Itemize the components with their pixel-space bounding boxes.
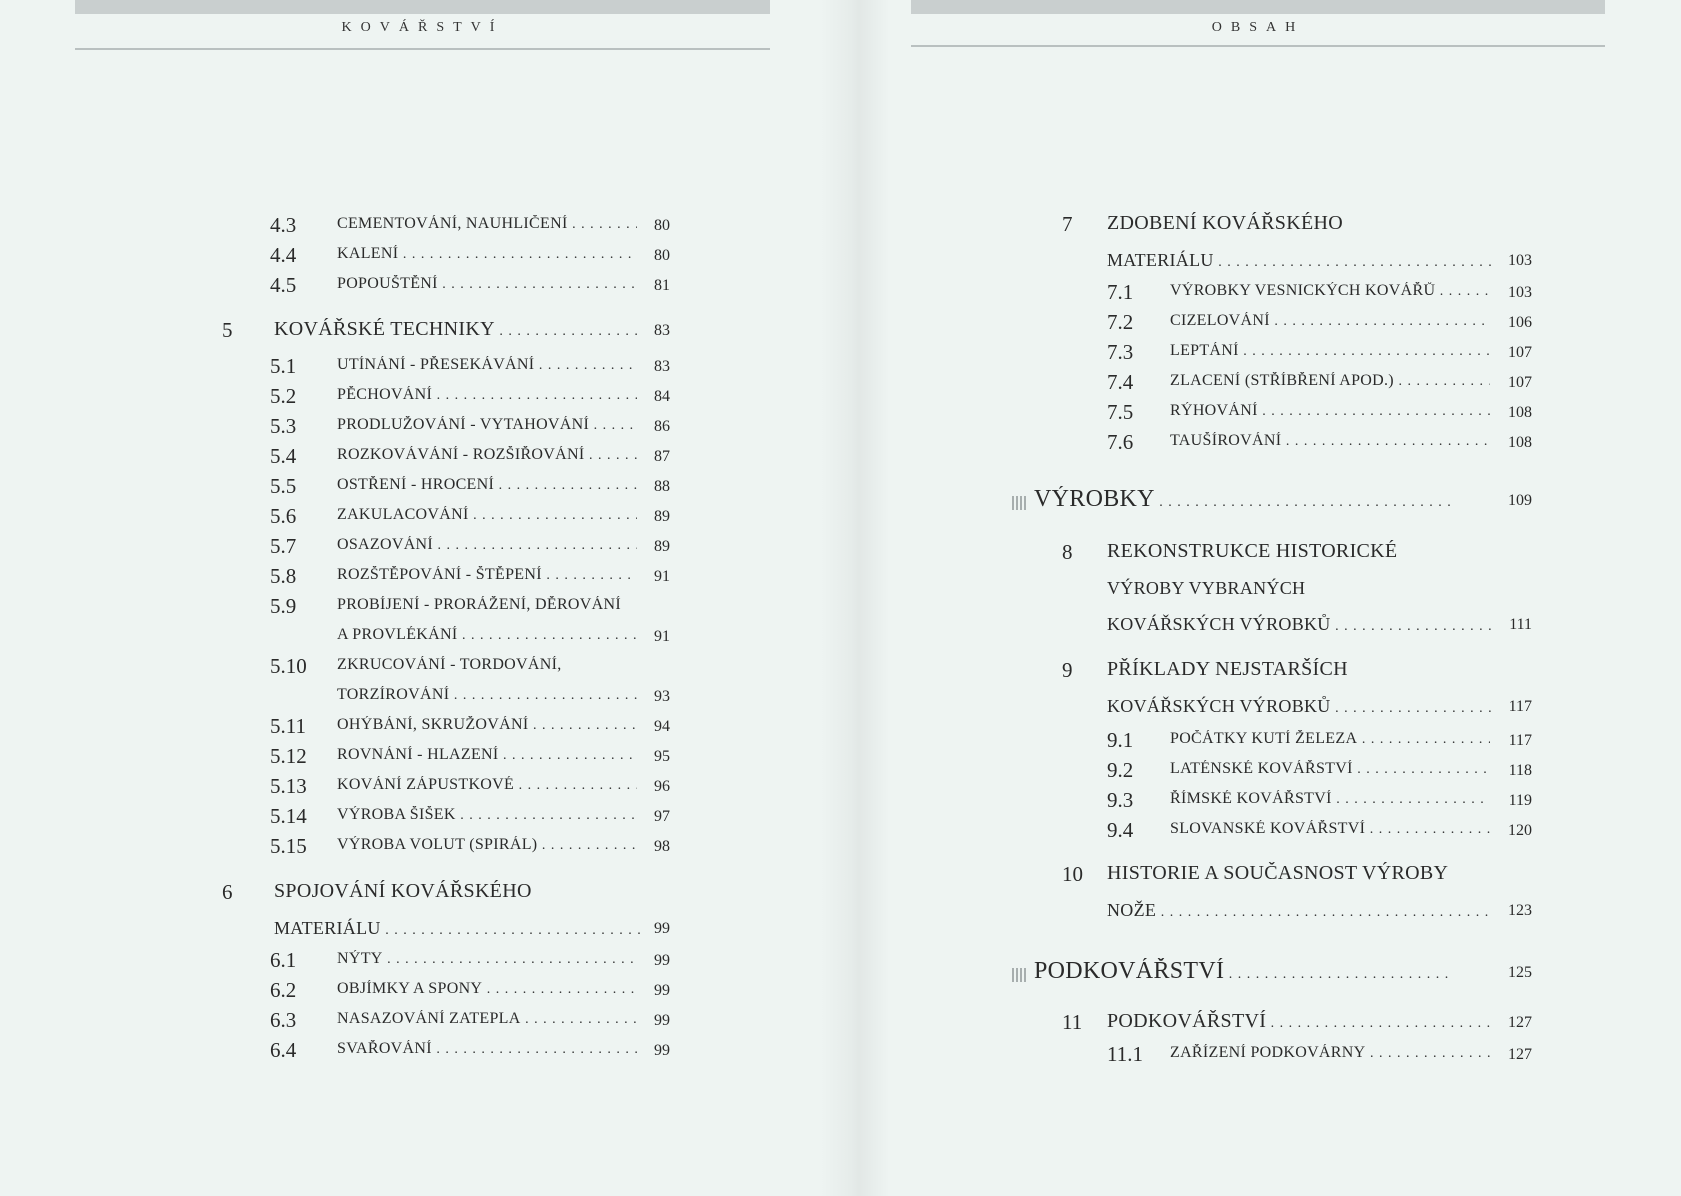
entry-title: A PROVLÉKÁNÍ . . . <box>337 626 637 644</box>
chapter-title: SPOJOVÁNÍ KOVÁŘSKÉHO <box>274 880 532 902</box>
chapter-number: 9 <box>1062 658 1073 682</box>
toc-entry[interactable] <box>1107 728 1532 758</box>
entry-title: OSAZOVÁNÍ . . . <box>337 536 637 554</box>
toc-entry[interactable] <box>270 504 670 534</box>
toc-chapter[interactable] <box>1062 212 1532 242</box>
entry-title: OHÝBÁNÍ, SKRUŽOVÁNÍ . . . <box>337 716 637 734</box>
toc-entry[interactable] <box>270 384 670 414</box>
page-number: 99 <box>650 982 670 1000</box>
page-number: 109 <box>1504 492 1532 510</box>
entry-title: OBJÍMKY A SPONY . . . <box>337 980 637 998</box>
section-number: 5.2 <box>270 384 297 408</box>
entry-title: UTÍNÁNÍ - PŘESEKÁVÁNÍ . . . <box>337 356 637 374</box>
section-number: 6.2 <box>270 978 297 1002</box>
section-number: 5.10 <box>270 654 307 678</box>
section-number: 9.2 <box>1107 758 1134 782</box>
section-number: 7.3 <box>1107 340 1134 364</box>
chapter-title: MATERIÁLU . . . <box>1107 250 1492 271</box>
section-number: 4.4 <box>270 243 297 267</box>
section-number: 9.3 <box>1107 788 1134 812</box>
section-number: 7.1 <box>1107 280 1134 304</box>
page-number: 108 <box>1504 404 1532 422</box>
page-number: 84 <box>650 388 670 406</box>
left-page <box>0 0 840 1196</box>
toc-entry[interactable] <box>1107 788 1532 818</box>
page-number: 127 <box>1504 1046 1532 1064</box>
toc-entry[interactable] <box>270 948 670 978</box>
toc-entry[interactable] <box>270 474 670 504</box>
section-number: 5.13 <box>270 774 307 798</box>
header-rule <box>911 45 1605 47</box>
entry-title: NASAZOVÁNÍ ZATEPLA . . . <box>337 1010 637 1028</box>
section-number: 4.3 <box>270 213 297 237</box>
toc-entry[interactable] <box>270 564 670 594</box>
section-number: 4.5 <box>270 273 297 297</box>
section-number: 5.12 <box>270 744 307 768</box>
chapter-number: 6 <box>222 880 233 904</box>
toc-entry[interactable] <box>1107 310 1532 340</box>
section-number: 7.2 <box>1107 310 1134 334</box>
toc-entry[interactable] <box>270 774 670 804</box>
toc-chapter[interactable] <box>222 880 670 910</box>
page-number: 89 <box>650 538 670 556</box>
chapter-title: PŘÍKLADY NEJSTARŠÍCH <box>1107 658 1348 680</box>
toc-entry[interactable] <box>270 354 670 384</box>
section-number: 6.4 <box>270 1038 297 1062</box>
entry-title: ŘÍMSKÉ KOVÁŘSTVÍ . . . <box>1170 790 1490 808</box>
section-number: 5.3 <box>270 414 297 438</box>
section-number: 5.1 <box>270 354 297 378</box>
section-number: 5.7 <box>270 534 297 558</box>
page-number: 120 <box>1504 822 1532 840</box>
page-number: 103 <box>1504 284 1532 302</box>
toc-chapter[interactable] <box>222 318 670 348</box>
page-number: 83 <box>650 322 670 340</box>
entry-title: PROBÍJENÍ - PRORÁŽENÍ, DĚROVÁNÍ <box>337 596 621 613</box>
section-number: 6.3 <box>270 1008 297 1032</box>
chapter-title: NOŽE . . . <box>1107 900 1492 921</box>
toc-entry[interactable] <box>1107 340 1532 370</box>
chapter-number: 7 <box>1062 212 1073 236</box>
section-number: 11.1 <box>1107 1042 1143 1066</box>
entry-title: PRODLUŽOVÁNÍ - VYTAHOVÁNÍ . . . <box>337 416 637 434</box>
page-number: 98 <box>650 838 670 856</box>
entry-title: VÝROBA VOLUT (SPIRÁL) . . . <box>337 836 637 854</box>
entry-title: SLOVANSKÉ KOVÁŘSTVÍ . . . <box>1170 820 1490 838</box>
page-number: 95 <box>650 748 670 766</box>
entry-title: RÝHOVÁNÍ . . . <box>1170 402 1490 420</box>
chapter-title: VÝROBY VYBRANÝCH <box>1107 578 1306 598</box>
toc-part[interactable] <box>1012 488 1532 518</box>
section-number: 5.14 <box>270 804 307 828</box>
toc-entry[interactable] <box>270 1008 670 1038</box>
toc-chapter-continued[interactable] <box>222 916 670 946</box>
toc-chapter-continued[interactable] <box>1062 576 1532 606</box>
entry-title: LEPTÁNÍ . . . <box>1170 342 1490 360</box>
page-number: 91 <box>650 628 670 646</box>
toc-entry[interactable] <box>1107 280 1532 310</box>
page-number: 107 <box>1504 374 1532 392</box>
page-number: 117 <box>1505 732 1532 750</box>
entry-title: ZLACENÍ (STŘÍBŘENÍ APOD.) . . . <box>1170 372 1490 390</box>
page-number: 97 <box>650 808 670 826</box>
page-number: 99 <box>650 1012 670 1030</box>
entry-title: ROZŠTĚPOVÁNÍ - ŠTĚPENÍ . . . <box>337 566 637 584</box>
page-number: 87 <box>650 448 670 466</box>
section-number: 7.4 <box>1107 370 1134 394</box>
section-number: 5.4 <box>270 444 297 468</box>
toc-entry[interactable] <box>1107 1042 1532 1072</box>
entry-title: ZAKULACOVÁNÍ . . . <box>337 506 637 524</box>
toc-entry-continued[interactable] <box>270 624 670 654</box>
toc-chapter-continued[interactable] <box>1062 694 1532 724</box>
section-number: 5.6 <box>270 504 297 528</box>
page-number: 107 <box>1504 344 1532 362</box>
chapter-number: 8 <box>1062 540 1073 564</box>
toc-entry[interactable] <box>1107 758 1532 788</box>
entry-title: CIZELOVÁNÍ . . . <box>1170 312 1490 330</box>
toc-chapter[interactable] <box>1062 658 1532 688</box>
toc-entry[interactable] <box>270 804 670 834</box>
entry-title: POPOUŠTĚNÍ . . . <box>337 275 637 293</box>
right-page <box>840 0 1681 1196</box>
entry-title: ROVNÁNÍ - HLAZENÍ . . . <box>337 746 637 764</box>
toc-entry[interactable] <box>270 594 670 624</box>
page-number: 99 <box>650 952 670 970</box>
entry-title: VÝROBA ŠIŠEK . . . <box>337 806 637 824</box>
toc-entry[interactable] <box>270 834 670 864</box>
page-number: 125 <box>1504 964 1532 982</box>
page-number: 88 <box>650 478 670 496</box>
entry-title: TORZÍROVÁNÍ . . . <box>337 686 637 704</box>
toc-entry[interactable] <box>270 1038 670 1068</box>
section-number: 5.8 <box>270 564 297 588</box>
entry-title: LATÉNSKÉ KOVÁŘSTVÍ . . . <box>1170 760 1490 778</box>
page-number: 80 <box>650 217 670 235</box>
section-number: 9.1 <box>1107 728 1134 752</box>
entry-title: PĚCHOVÁNÍ . . . <box>337 386 637 404</box>
chapter-title: KOVÁŘSKÉ TECHNIKY . . . <box>274 318 644 341</box>
chapter-title: PODKOVÁŘSTVÍ . . . <box>1107 1010 1492 1033</box>
chapter-title: ZDOBENÍ KOVÁŘSKÉHO <box>1107 212 1343 234</box>
toc-entry[interactable] <box>270 273 670 303</box>
entry-title: ZKRUCOVÁNÍ - TORDOVÁNÍ, <box>337 656 562 673</box>
toc-entry[interactable] <box>270 243 670 273</box>
toc-entry[interactable] <box>270 978 670 1008</box>
page-number: 83 <box>650 358 670 376</box>
toc-chapter-continued[interactable] <box>1062 612 1532 642</box>
page-number: 108 <box>1504 434 1532 452</box>
page-number: 127 <box>1504 1014 1532 1032</box>
toc-entry[interactable] <box>1107 370 1532 400</box>
page-number: 118 <box>1505 762 1532 780</box>
entry-title: KALENÍ . . . <box>337 245 637 263</box>
running-header: KOVÁŘSTVÍ <box>341 20 504 35</box>
page-number: 99 <box>650 1042 670 1060</box>
header-rule <box>75 48 770 50</box>
toc-entry[interactable] <box>1107 400 1532 430</box>
page-number: 91 <box>650 568 670 586</box>
entry-title: ZAŘÍZENÍ PODKOVÁRNY . . . <box>1170 1044 1490 1062</box>
section-number: 5.11 <box>270 714 306 738</box>
chapter-title: HISTORIE A SOUČASNOST VÝROBY <box>1107 862 1449 884</box>
chapter-title: REKONSTRUKCE HISTORICKÉ <box>1107 540 1398 562</box>
part-title: PODKOVÁŘSTVÍ . . . <box>1034 958 1454 985</box>
section-number: 7.6 <box>1107 430 1134 454</box>
entry-title: OSTŘENÍ - HROCENÍ . . . <box>337 476 637 494</box>
entry-title: CEMENTOVÁNÍ, NAUHLIČENÍ . . . <box>337 215 637 233</box>
toc-entry[interactable] <box>270 444 670 474</box>
toc-chapter-continued[interactable] <box>1062 898 1532 928</box>
running-header: OBSAH <box>1211 20 1305 35</box>
toc-chapter-continued[interactable] <box>1062 248 1532 278</box>
chapter-title: MATERIÁLU . . . <box>274 918 644 939</box>
chapter-number: 5 <box>222 318 233 342</box>
page-number: 103 <box>1504 252 1532 270</box>
page-number: 94 <box>650 718 670 736</box>
page-number: 81 <box>650 277 670 295</box>
entry-title: SVAŘOVÁNÍ . . . <box>337 1040 637 1058</box>
entry-title: POČÁTKY KUTÍ ŽELEZA . . . <box>1170 730 1490 748</box>
toc-entry[interactable] <box>1107 430 1532 460</box>
page-number: 106 <box>1504 314 1532 332</box>
page-number: 86 <box>650 418 670 436</box>
toc-entry[interactable] <box>270 744 670 774</box>
page-number: 111 <box>1505 616 1532 634</box>
page-number: 119 <box>1505 792 1532 810</box>
section-number: 6.1 <box>270 948 297 972</box>
toc-entry[interactable] <box>270 213 670 243</box>
header-bar <box>911 0 1605 14</box>
entry-title: TAUŠÍROVÁNÍ . . . <box>1170 432 1490 450</box>
page-number: 96 <box>650 778 670 796</box>
section-number: 5.5 <box>270 474 297 498</box>
toc-chapter[interactable] <box>1062 1010 1532 1040</box>
page-number: 80 <box>650 247 670 265</box>
toc-entry[interactable] <box>270 714 670 744</box>
page-number: 123 <box>1504 902 1532 920</box>
section-number: 7.5 <box>1107 400 1134 424</box>
section-number: 9.4 <box>1107 818 1134 842</box>
chapter-title: KOVÁŘSKÝCH VÝROBKŮ . . . <box>1107 696 1492 717</box>
entry-title: KOVÁNÍ ZÁPUSTKOVÉ . . . <box>337 776 637 794</box>
header-bar <box>75 0 770 14</box>
toc-entry[interactable] <box>270 654 670 684</box>
chapter-title: KOVÁŘSKÝCH VÝROBKŮ . . . <box>1107 614 1492 635</box>
toc-entry[interactable] <box>270 414 670 444</box>
entry-title: VÝROBKY VESNICKÝCH KOVÁŘŮ . . . <box>1170 282 1490 300</box>
page-number: 99 <box>650 920 670 938</box>
section-number: 5.15 <box>270 834 307 858</box>
entry-title: ROZKOVÁVÁNÍ - ROZŠIŘOVÁNÍ . . . <box>337 446 637 464</box>
section-number: 5.9 <box>270 594 297 618</box>
toc-entry[interactable] <box>1107 818 1532 848</box>
toc-part[interactable] <box>1012 960 1532 990</box>
toc-entry-continued[interactable] <box>270 684 670 714</box>
page-number: 89 <box>650 508 670 526</box>
toc-chapter[interactable] <box>1062 862 1532 892</box>
toc-chapter[interactable] <box>1062 540 1532 570</box>
chapter-number: 10 <box>1062 862 1083 886</box>
part-title: VÝROBKY . . . <box>1034 486 1454 513</box>
toc-entry[interactable] <box>270 534 670 564</box>
page-number: 93 <box>650 688 670 706</box>
entry-title: NÝTY . . . <box>337 950 637 968</box>
page-number: 117 <box>1505 698 1532 716</box>
chapter-number: 11 <box>1062 1010 1083 1034</box>
